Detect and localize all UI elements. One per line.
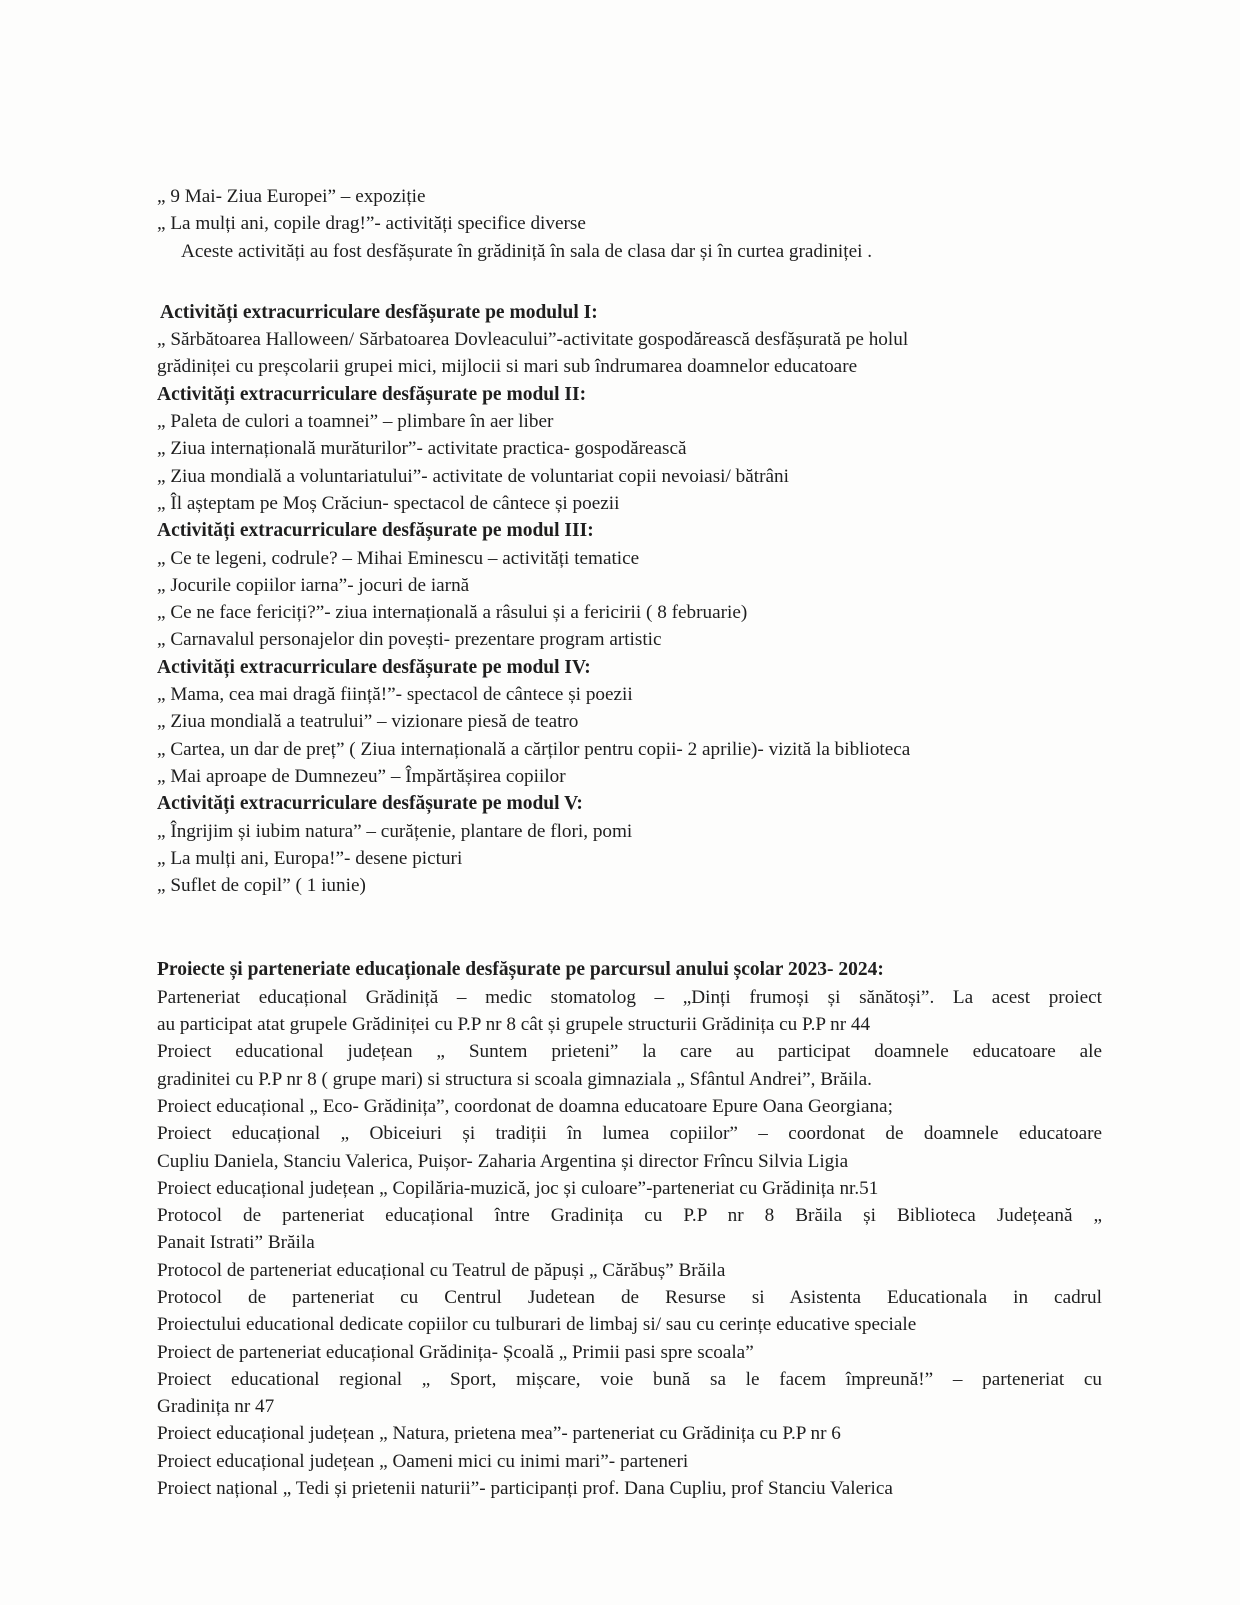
list-item: „ Carnavalul personajelor din povești- prezentare program artistic — [157, 629, 662, 651]
intro-section — [157, 183, 1102, 265]
list-item: „ Ziua mondială a voluntariatului”- activitate de voluntariat copii nevoiasi/ bătrâni — [157, 465, 789, 487]
project-line: Proiect de parteneriat educațional Grădinița- Școală „ Primii pasi spre scoala” — [157, 1341, 754, 1363]
project-line: Gradinița nr 47 — [157, 1396, 275, 1418]
list-item: „ Sărbătoarea Halloween/ Sărbatoarea Dovleacului”-activitate gospodărească desfășurată pe holul — [157, 329, 909, 351]
project-line: Protocol de parteneriat educațional cu Teatrul de păpuși „ Cărăbuș” Brăila — [157, 1259, 726, 1281]
project-line: au participat atat grupele Grădiniței cu P.P nr 8 cât și grupele structurii Grădinița cu P.P nr 44 — [157, 1014, 871, 1036]
document-body — [157, 183, 1102, 1502]
project-line: Protocol de parteneriat cu Centrul Judetean de Resurse si Asistenta Educationala in cadrul — [157, 1286, 1102, 1308]
intro-line: „ 9 Mai- Ziua Europei” – expoziție — [157, 186, 426, 207]
list-item: „ Mai aproape de Dumnezeu” – Împărtășirea copiilor — [157, 765, 566, 787]
list-item: „ Suflet de copil” ( 1 iunie) — [157, 875, 366, 897]
project-line: Proiect educațional județean „ Oameni mici cu inimi mari”- parteneri — [157, 1450, 689, 1472]
module-heading: Activități extracurriculare desfășurate pe modul III: — [157, 520, 594, 542]
list-item: „ Cartea, un dar de preț” ( Ziua internațională a cărților pentru copii- 2 aprilie)- vizită la biblioteca — [157, 738, 911, 760]
module-heading: Activități extracurriculare desfășurate pe modul IV: — [157, 656, 591, 678]
list-item: „ Paleta de culori a toamnei” – plimbare în aer liber — [157, 411, 554, 433]
module-2-section — [157, 381, 1102, 517]
project-line: Proiect educational județean „ Suntem prieteni” la care au participat doamnele educatoare ale — [157, 1041, 1102, 1063]
project-line: gradinitei cu P.P nr 8 ( grupe mari) si structura si scoala gimnaziala „ Sfântul Andrei”, Brăila. — [157, 1068, 872, 1090]
project-line: Proiect educational regional „ Sport, mișcare, voie bună sa le facem împreună!” – parteneriat cu — [157, 1368, 1102, 1390]
list-item: „ Jocurile copiilor iarna”- jocuri de iarnă — [157, 574, 470, 596]
project-line: Proiect educațional județean „ Copilăria-muzică, joc și culoare”-parteneriat cu Grădinița nr.51 — [157, 1177, 879, 1199]
module-heading: Activități extracurriculare desfășurate pe modul II: — [157, 383, 587, 405]
list-item: „ Ziua internațională murăturilor”- activitate practica- gospodărească — [157, 438, 687, 460]
list-item: „ Ce te legeni, codrule? – Mihai Eminescu – activități tematice — [157, 547, 640, 569]
module-5-section — [157, 790, 1102, 899]
project-line: Parteneriat educațional Grădiniță – medic stomatolog – „Dinți frumoși și sănătoși”. La acest proiect — [157, 986, 1102, 1008]
list-item: „ Ziua mondială a teatrului” – vizionare piesă de teatro — [157, 711, 579, 733]
projects-list — [157, 984, 1102, 1503]
list-item: „ Îl așteptam pe Moș Crăciun- spectacol de cântece și poezii — [157, 492, 620, 514]
projects-heading: Proiecte și parteneriate educaționale desfășurate pe parcursul anului școlar 2023- 2024: — [157, 959, 884, 981]
project-line: Proiectului educational dedicate copiilor cu tulburari de limbaj si/ sau cu cerințe educative speciale — [157, 1314, 917, 1336]
module-4-section — [157, 654, 1102, 790]
project-line: Proiect educațional „ Obiceiuri și tradiții în lumea copiilor” – coordonat de doamnele educatoare — [157, 1123, 1102, 1145]
module-3-section — [157, 517, 1102, 653]
list-item: „ La mulți ani, Europa!”- desene picturi — [157, 847, 463, 869]
project-line: Proiect educațional „ Eco- Grădinița”, coordonat de doamna educatoare Epure Oana Georgiana; — [157, 1095, 893, 1117]
module-1-section — [157, 299, 1102, 381]
list-item: „ Mama, cea mai dragă ființă!”- spectacol de cântece și poezii — [157, 684, 633, 706]
intro-note: Aceste activități au fost desfășurate în grădiniță în sala de clasa dar și în curtea gradiniței . — [181, 240, 873, 262]
list-item: grădiniței cu preșcolarii grupei mici, mijlocii si mari sub îndrumarea doamnelor educatoare — [157, 356, 858, 378]
projects-section — [157, 956, 1102, 1502]
list-item: „ Ce ne face fericiți?”- ziua internațională a râsului și a fericirii ( 8 februarie) — [157, 602, 748, 624]
project-line: Cupliu Daniela, Stanciu Valerica, Puișor- Zaharia Argentina și director Frîncu Silvia Ligia — [157, 1150, 849, 1172]
project-line: Proiect național „ Tedi și prietenii naturii”- participanți prof. Dana Cupliu, prof Stanciu Valerica — [157, 1478, 893, 1500]
module-heading: Activități extracurriculare desfășurate pe modulul I: — [160, 301, 598, 323]
project-line: Protocol de parteneriat educațional între Gradinița cu P.P nr 8 Brăila și Biblioteca Județeană „ — [157, 1205, 1102, 1227]
module-heading: Activități extracurriculare desfășurate pe modul V: — [157, 793, 583, 815]
intro-line: „ La mulți ani, copile drag!”- activități specifice diverse — [157, 213, 586, 235]
list-item: „ Îngrijim și iubim natura” – curățenie, plantare de flori, pomi — [157, 820, 633, 842]
project-line: Panait Istrati” Brăila — [157, 1232, 315, 1254]
project-line: Proiect educațional județean „ Natura, prietena mea”- parteneriat cu Grădinița cu P.P nr 6 — [157, 1423, 841, 1445]
